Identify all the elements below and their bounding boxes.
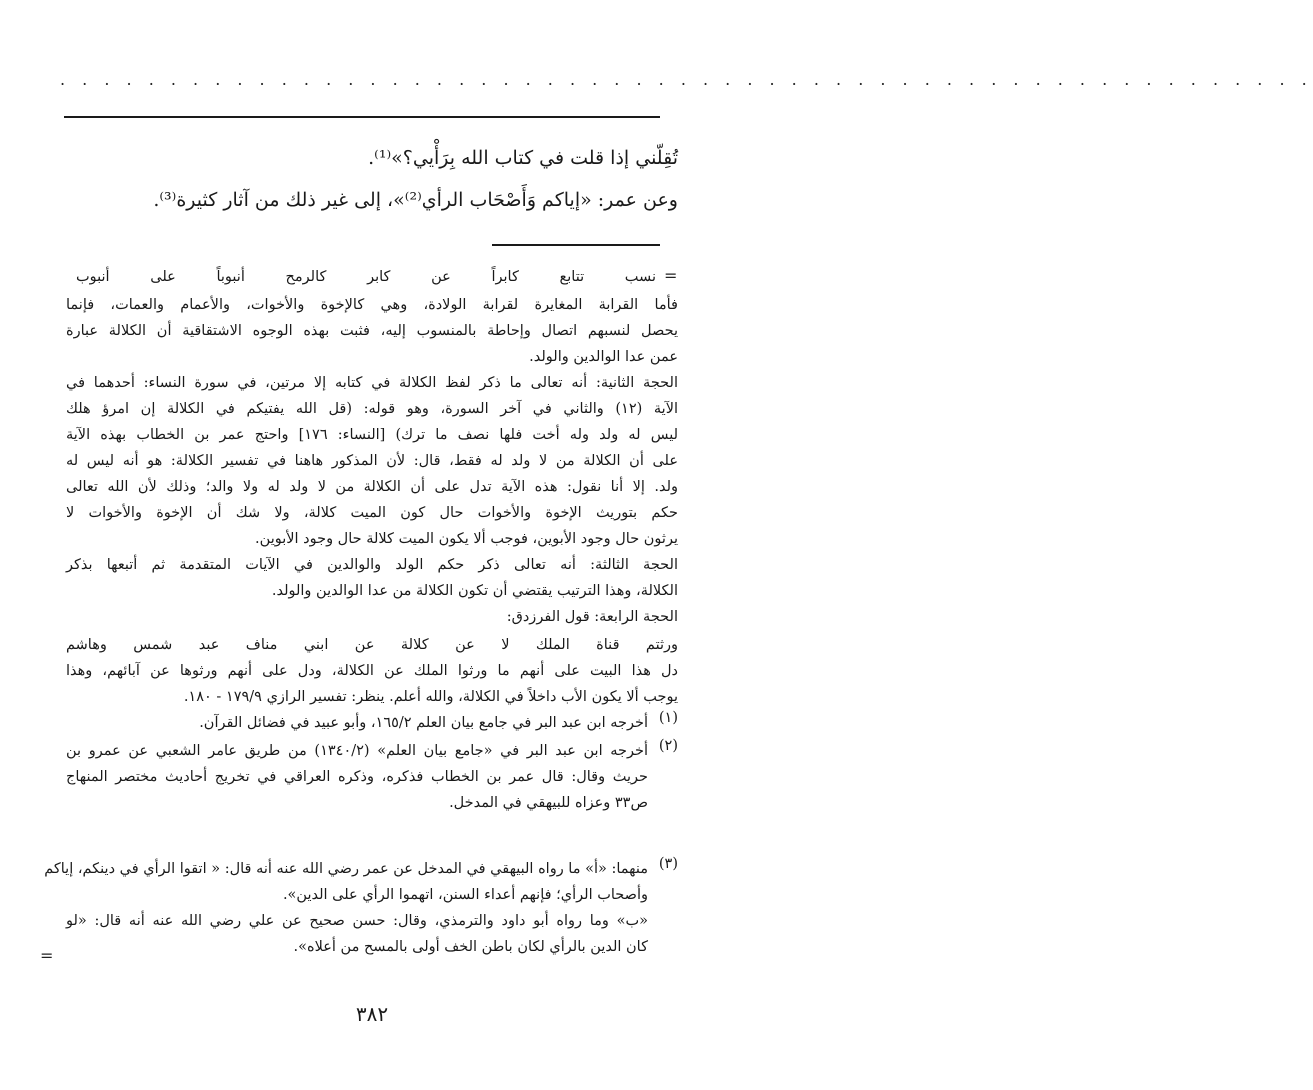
- poem-verse-1: نسب تتابع كابراً عن كابر كالرمح أنبوباً على أنبوب: [76, 269, 656, 285]
- fn-line: الحجة الثانية: أنه تعالى ما ذكر لفظ الكلالة في كتابه إلا مرتين، في سورة النساء: أحدهما في: [66, 375, 678, 391]
- header-rule: [64, 116, 660, 118]
- fn-line: وأصحاب الرأي؛ فإنهم أعداء السنن، اتهموا الرأي على الدين».: [282, 887, 648, 903]
- page-number: ٣٨٢: [355, 1002, 389, 1026]
- fn-line: أخرجه ابن عبد البر في جامع بيان العلم ١٦٥/٢، وأبو عبيد في فضائل القرآن.: [199, 715, 648, 731]
- fn-line: فأما القرابة المغايرة لقرابة الولادة، وهي كالإخوة والأخوات، والأعمام والعمات، فإنما: [66, 297, 678, 313]
- fn-line: دل هذا البيت على أنهم ما ورثوا الملك عن الكلالة، ودل على أنهم ورثوها عن آبائهم، وهذا: [66, 663, 678, 679]
- fn-line: يحصل لنسبهم اتصال وإحاطة بالمنسوب إليه، فثبت بهذه الوجوه الاشتقاقية أن الكلالة عبارة: [66, 323, 678, 339]
- footnote-body: [66, 738, 648, 816]
- fn-line: عمن عدا الوالدين والولد.: [529, 349, 678, 365]
- footnote-separator: [492, 244, 660, 246]
- footnote-3: [44, 856, 678, 966]
- fn-line: كان الدين بالرأي لكان باطن الخف أولى بالمسح من أعلاه».: [293, 939, 648, 955]
- fn-line: ولد. إلا أنا نقول: هذه الآية تدل على أن الكلالة من لا ولد له ولا والد؛ وذلك لأن الله تعالى: [66, 479, 678, 495]
- fn-line: أخرجه ابن عبد البر في «جامع بيان العلم» (١٣٤٠/٢) من طريق عامر الشعبي عن عمرو بن: [66, 743, 648, 759]
- fn-line: ليس له ولد وله أخت فلها نصف ما ترك) [النساء: ١٧٦] واحتج عمر بن الخطاب بهذه الآية: [66, 427, 678, 443]
- continuation-mark-bottom: =: [40, 946, 54, 965]
- footnote-number: (٣): [658, 856, 678, 872]
- main-text-line-2: وعن عمر: «إياكم وَأَصْحَاب الرأي⁽²⁾»، إلى غير ذلك من آثار كثيرة⁽³⁾.: [153, 189, 678, 211]
- footnote-1: [66, 710, 678, 736]
- footnote-number: (١): [658, 710, 678, 726]
- fn-line: حكم بتوريث الإخوة والأخوات حال كون الميت كلالة، ولا شك أن الإخوة والأخوات لا: [66, 505, 678, 521]
- fn-line: ص٣٣ وعزاه للبيهقي في المدخل.: [449, 795, 648, 811]
- fn-line: الآية (١٢) والثاني في آخر السورة، وهو قوله: (قل الله يفتيكم في الكلالة إن امرؤ هلك: [66, 401, 678, 417]
- fn-line: الحجة الثالثة: أنه تعالى ذكر حكم الولد والوالدين في الآيات المتقدمة ثم أتبعها بذكر: [66, 557, 678, 573]
- main-text-line-1: تُقِلّني إذا قلت في كتاب الله بِرَأْيي؟»⁽¹⁾.: [368, 147, 678, 169]
- fn-line: يرثون حال وجود الأبوين، فوجب ألا يكون الميت كلالة حال وجود الأبوين.: [255, 531, 678, 547]
- fn-line: منهما: «أ» ما رواه البيهقي في المدخل عن عمر رضي الله عنه أنه قال: « اتقوا الرأي في دينكم، إياكم: [44, 861, 648, 877]
- footnote-continuation: [66, 292, 678, 630]
- continuation-mark: =: [664, 266, 678, 285]
- fn-line: الحجة الرابعة: قول الفرزدق:: [506, 609, 678, 625]
- poem-verse-2: ورثتم قناة الملك لا عن كلالة عن ابني مناف عبد شمس وهاشم: [66, 637, 678, 653]
- footnote-body: [44, 856, 648, 960]
- footnote-number: (٢): [658, 738, 678, 754]
- fn-line: على أن الكلالة من لا ولد له فقط، قال: لأن المذكور هاهنا في تفسير الكلالة: هو أنه ليس له: [66, 453, 678, 469]
- footnote-2: [66, 738, 678, 818]
- fn-line: حريث وقال: قال عمر بن الخطاب فذكره، وذكره العراقي في تخريج أحاديث مختصر المنهاج: [66, 769, 648, 785]
- footnote-continuation-2: [66, 658, 678, 710]
- fn-line: «ب» وما رواه أبو داود والترمذي، وقال: حسن صحيح عن علي رضي الله عنه أنه قال: «لو: [66, 913, 648, 929]
- header-dots: . . . . . . . . . . . . . . . . . . . . . . . . . . . . . . . . . . . . . . . . . . . . . . . . . . . . . . . . .: [60, 70, 1313, 89]
- fn-line: الكلالة، وهذا الترتيب يقتضي أن تكون الكلالة من عدا الوالدين والولد.: [271, 583, 678, 599]
- fn-line: يوجب ألا يكون الأب داخلاً في الكلالة، والله أعلم. ينظر: تفسير الرازي ١٧٩/٩ - ١٨٠.: [183, 689, 678, 705]
